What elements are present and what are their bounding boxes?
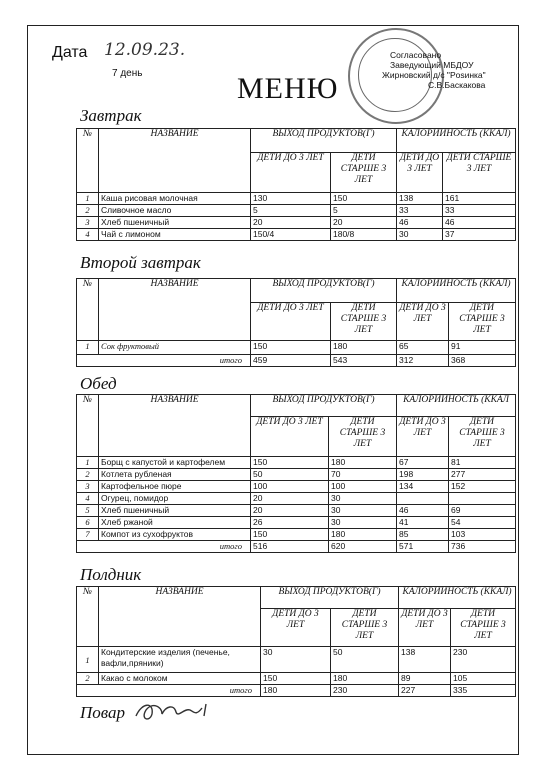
itogo-row: итого 180 230 227 335 bbox=[77, 685, 516, 697]
table-row: 1 Борщ с капустой и картофелем 150 180 67 81 bbox=[77, 457, 516, 469]
col-calories: КАЛОРИЙНОСТЬ (ККАЛ) bbox=[399, 587, 516, 609]
table-row: 3 Хлеб пшеничный 20 20 46 46 bbox=[77, 217, 516, 229]
col-name: НАЗВАНИЕ bbox=[99, 129, 251, 193]
col-name: НАЗВАНИЕ bbox=[99, 587, 261, 647]
lunch-table bbox=[76, 394, 516, 553]
table-row: 4 Огурец, помидор 20 30 bbox=[77, 493, 516, 505]
col-output: ВЫХОД ПРОДУКТОВ(Г) bbox=[251, 129, 397, 153]
col-output-kids3: ДЕТИ ДО 3 ЛЕТ bbox=[261, 609, 331, 647]
itogo-row: итого 459 543 312 368 bbox=[77, 355, 516, 367]
col-output-older: ДЕТИ СТАРШЕ 3 ЛЕТ bbox=[331, 609, 399, 647]
col-cal-older: ДЕТИ СТАРШЕ 3 ЛЕТ bbox=[443, 153, 516, 193]
snack-table bbox=[76, 586, 516, 697]
table-row: 6 Хлеб ржаной 26 30 41 54 bbox=[77, 517, 516, 529]
col-name: НАЗВАНИЕ bbox=[99, 279, 251, 341]
col-cal-kids3: ДЕТИ ДО 3 ЛЕТ bbox=[397, 303, 449, 341]
cook-signature bbox=[132, 698, 222, 724]
itogo-row: итого 516 620 571 736 bbox=[77, 541, 516, 553]
table-row: 1 Сок фруктовый 150 180 65 91 bbox=[77, 341, 516, 355]
table-row: 7 Компот из сухофруктов 150 180 85 103 bbox=[77, 529, 516, 541]
col-output-older: ДЕТИ СТАРШЕ 3 ЛЕТ bbox=[331, 303, 397, 341]
approval-line: Согласовано bbox=[390, 50, 442, 60]
col-calories: КАЛОРИЙНОСТЬ (ККАЛ bbox=[397, 395, 516, 417]
section-title-lunch: Обед bbox=[80, 374, 117, 393]
col-output: ВЫХОД ПРОДУКТОВ(Г) bbox=[261, 587, 399, 609]
approval-block bbox=[382, 50, 486, 90]
section-title-breakfast: Завтрак bbox=[80, 106, 142, 125]
col-output-older: ДЕТИ СТАРШЕ 3 ЛЕТ bbox=[331, 153, 397, 193]
cook-label: Повар bbox=[80, 703, 126, 722]
breakfast-table bbox=[76, 128, 516, 241]
second-breakfast-table bbox=[76, 278, 516, 367]
approval-line: С.В.Баскакова bbox=[428, 80, 486, 90]
col-output-older: ДЕТИ СТАРШЕ 3 ЛЕТ bbox=[329, 417, 397, 457]
col-cal-kids3: ДЕТИ ДО 3 ЛЕТ bbox=[397, 153, 443, 193]
table-row: 1 Каша рисовая молочная 130 150 138 161 bbox=[77, 193, 516, 205]
table-row: 4 Чай с лимоном 150/4 180/8 30 37 bbox=[77, 229, 516, 241]
col-calories: КАЛОРИЙНОСТЬ (ККАЛ) bbox=[397, 279, 516, 303]
col-output: ВЫХОД ПРОДУКТОВ(Г) bbox=[251, 395, 397, 417]
col-num: № bbox=[77, 587, 99, 647]
col-cal-older: ДЕТИ СТАРШЕ 3 ЛЕТ bbox=[449, 303, 516, 341]
col-cal-kids3: ДЕТИ ДО 3 ЛЕТ bbox=[397, 417, 449, 457]
col-output-kids3: ДЕТИ ДО 3 ЛЕТ bbox=[251, 303, 331, 341]
col-output: ВЫХОД ПРОДУКТОВ(Г) bbox=[251, 279, 397, 303]
table-row: 2 Котлета рубленая 50 70 198 277 bbox=[77, 469, 516, 481]
section-title-snack: Полдник bbox=[80, 565, 142, 584]
col-name: НАЗВАНИЕ bbox=[99, 395, 251, 457]
table-row: 1 Кондитерские изделия (печенье, вафли,пряники) 30 50 138 230 bbox=[77, 647, 516, 673]
col-num: № bbox=[77, 395, 99, 457]
section-title-second-breakfast: Второй завтрак bbox=[80, 253, 201, 272]
approval-line: Жирновский д/с "Рosинка" bbox=[382, 70, 486, 80]
col-num: № bbox=[77, 279, 99, 341]
table-row: 5 Хлеб пшеничный 20 30 46 69 bbox=[77, 505, 516, 517]
col-calories: КАЛОРИЙНОСТЬ (ККАЛ) bbox=[397, 129, 516, 153]
col-cal-older: ДЕТИ СТАРШЕ 3 ЛЕТ bbox=[451, 609, 516, 647]
col-output-kids3: ДЕТИ ДО 3 ЛЕТ bbox=[251, 153, 331, 193]
col-cal-kids3: ДЕТИ ДО 3 ЛЕТ bbox=[399, 609, 451, 647]
table-row: 3 Картофельное пюре 100 100 134 152 bbox=[77, 481, 516, 493]
approval-line: Заведующий МБДОУ bbox=[390, 60, 474, 70]
table-row: 2 Сливочное масло 5 5 33 33 bbox=[77, 205, 516, 217]
day-label: 7 день bbox=[112, 68, 143, 79]
col-cal-older: ДЕТИ СТАРШЕ 3 ЛЕТ bbox=[449, 417, 516, 457]
date-value: 12.09.23. bbox=[104, 40, 186, 60]
date-label: Дата bbox=[52, 44, 88, 61]
col-output-kids3: ДЕТИ ДО 3 ЛЕТ bbox=[251, 417, 329, 457]
col-num: № bbox=[77, 129, 99, 193]
table-row: 2 Какао с молоком 150 180 89 105 bbox=[77, 673, 516, 685]
page-title: МЕНЮ bbox=[237, 72, 339, 105]
